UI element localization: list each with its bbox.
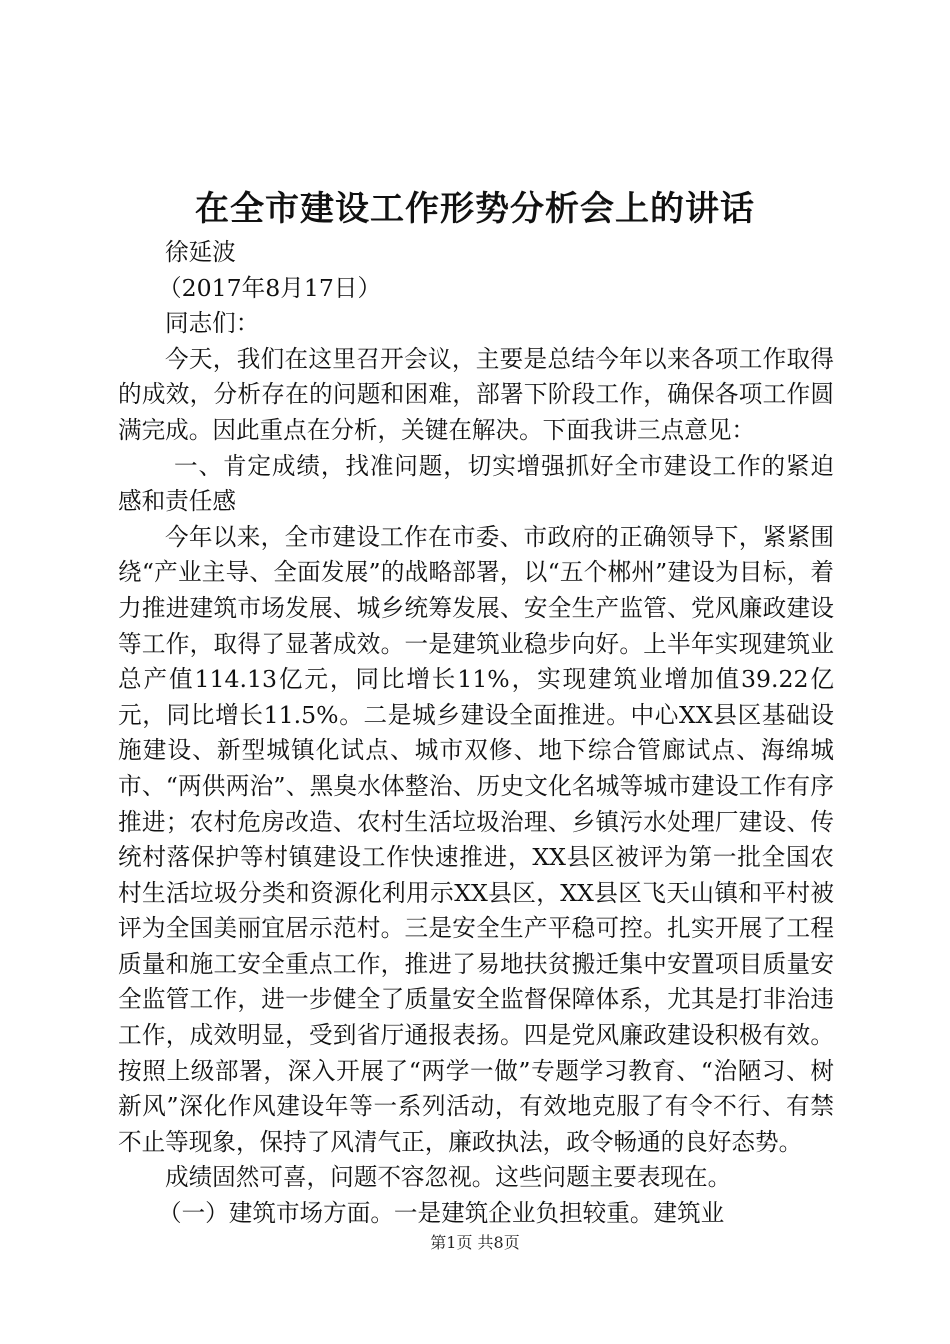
paragraph-construction-market: （一）建筑市场方面。一是建筑企业负担较重。建筑业	[158, 1199, 725, 1228]
document-title: 在全市建设工作形势分析会上的讲话	[195, 189, 755, 229]
paragraph-problems-intro: 成绩固然可喜，问题不容忽视。这些问题主要表现在。	[165, 1163, 732, 1192]
author-line: 徐延波	[165, 238, 236, 266]
document-body	[118, 235, 834, 1232]
paragraph-intro: 今天，我们在这里召开会议，主要是总结今年以来各项工作取得的成效，分析存在的问题和困难，部署下阶段工作，确保各项工作圆满完成。因此重点在分析，关键在解决。下面我讲三点意见：	[118, 344, 834, 444]
page-number-footer: 第1页 共8页	[430, 1233, 520, 1252]
date-line: （2017年8月17日）	[158, 273, 382, 302]
section-heading-1: 一、肯定成绩，找准问题，切实增强抓好全市建设工作的紧迫感和责任感	[118, 451, 834, 516]
greeting-line: 同志们：	[165, 309, 260, 338]
paragraph-achievements: 今年以来，全市建设工作在市委、市政府的正确领导下，紧紧围绕“产业主导、全面发展”的战略部署，以“五个郴州”建设为目标，着力推进建筑市场发展、城乡统筹发展、安全生产监管、党风廉政建设等工作，取得了显著成效。一是建筑业稳步向好。上半年实现建筑业总产值114.13亿元，同比增长11%，实现建筑业增加值39.22亿元，同比增长11.5%。二是城乡建设全面推进。中心XX县区基础设施建设、新型城镇化试点、城市双修、地下综合管廊试点、海绵城市、“两供两治”、黑臭水体整治、历史文化名城等城市建设工作有序推进；农村危房改造、农村生活垃圾治理、乡镇污水处理厂建设、传统村落保护等村镇建设工作快速推进，XX县区被评为第一批全国农村生活垃圾分类和资源化利用示XX县区，XX县区飞天山镇和平村被评为全国美丽宜居示范村。三是安全生产平稳可控。扎实开展了工程质量和施工安全重点工作，推进了易地扶贫搬迁集中安置项目质量安全监管工作，进一步健全了质量安全监督保障体系，尤其是打非治违工作，成效明显，受到省厅通报表扬。四是党风廉政建设积极有效。按照上级部署，深入开展了“两学一做”专题学习教育、“治陋习、树新风”深化作风建设年等一系列活动，有效地克服了有令不行、有禁不止等现象，保持了风清气正，廉政执法，政令畅通的良好态势。	[118, 522, 834, 1156]
